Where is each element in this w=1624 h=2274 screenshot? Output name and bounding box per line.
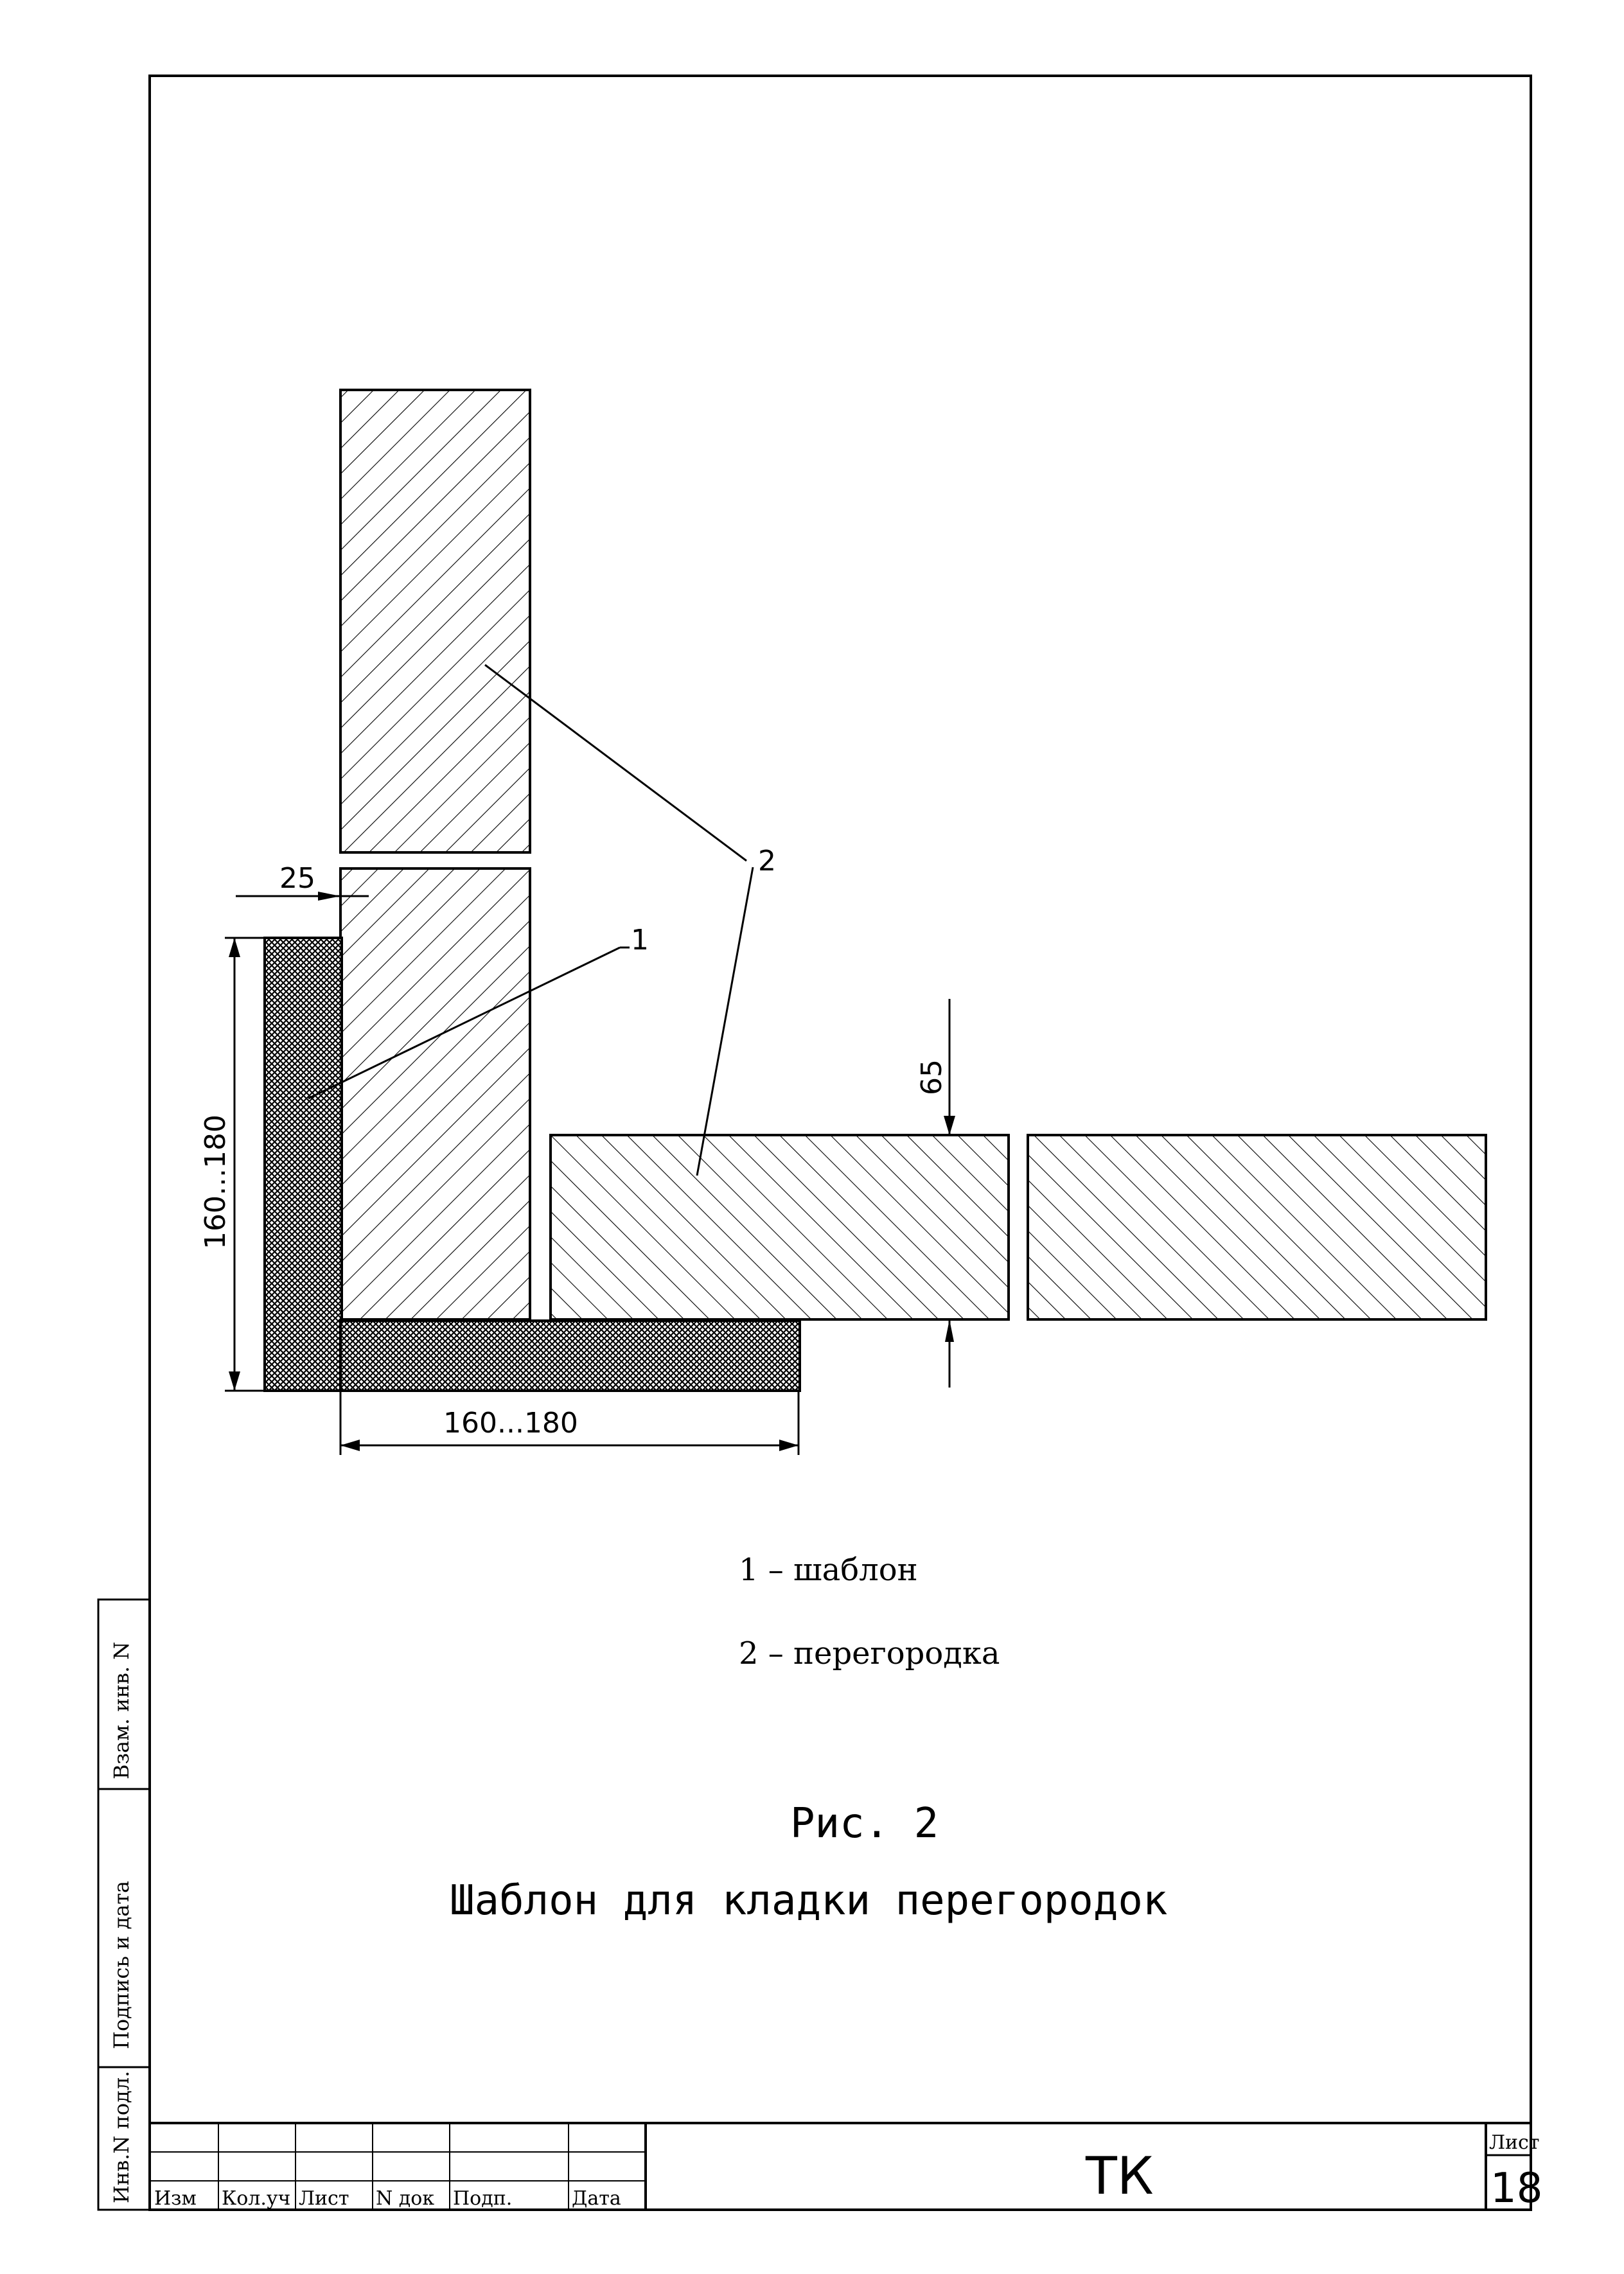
- partition-horizontal-1: [551, 1135, 1009, 1319]
- sheet-label: Лист: [1489, 2131, 1540, 2154]
- dim-label-horizontal: 160...180: [443, 1407, 578, 1440]
- callout-1: 1: [631, 924, 649, 956]
- template-vertical-leg: [265, 938, 342, 1391]
- tb-header-data: Дата: [572, 2187, 621, 2210]
- partition-vertical-lower: [340, 868, 530, 1319]
- dimension-horizontal-length: [340, 1391, 799, 1455]
- tb-header-ndok: N док: [376, 2187, 435, 2210]
- tb-header-izm: Изм: [154, 2187, 197, 2210]
- figure-number: Рис. 2: [790, 1800, 939, 1847]
- side-stamp: [98, 1600, 150, 2210]
- side-field-inventory: Инв.N подл.: [109, 2070, 134, 2203]
- partition-horizontal-2: [1028, 1135, 1486, 1319]
- legend-item-1: 1 – шаблон: [739, 1552, 918, 1588]
- dim-label-65: 65: [915, 1059, 948, 1095]
- dim-label-25: 25: [279, 862, 315, 895]
- template-horizontal-leg: [340, 1321, 800, 1391]
- dimension-vertical-length: [199, 938, 263, 1391]
- partition-vertical-upper: [340, 390, 530, 852]
- tb-header-podp: Подп.: [453, 2187, 513, 2210]
- dim-label-vertical: 160...180: [199, 1115, 232, 1249]
- tb-header-kol: Кол.уч: [222, 2187, 291, 2210]
- title-block: [150, 2123, 1542, 2212]
- side-field-replace: Взам. инв. N: [109, 1641, 134, 1779]
- sheet-number: 18: [1490, 2165, 1543, 2212]
- callout-2: 2: [758, 845, 776, 877]
- legend-item-2: 2 – перегородка: [739, 1635, 1000, 1671]
- figure-title: Шаблон для кладки перегородок: [450, 1877, 1168, 1925]
- tb-header-list: Лист: [299, 2187, 349, 2210]
- document-code: ТК: [1086, 2146, 1154, 2206]
- side-field-signature: Подпись и дата: [109, 1880, 134, 2049]
